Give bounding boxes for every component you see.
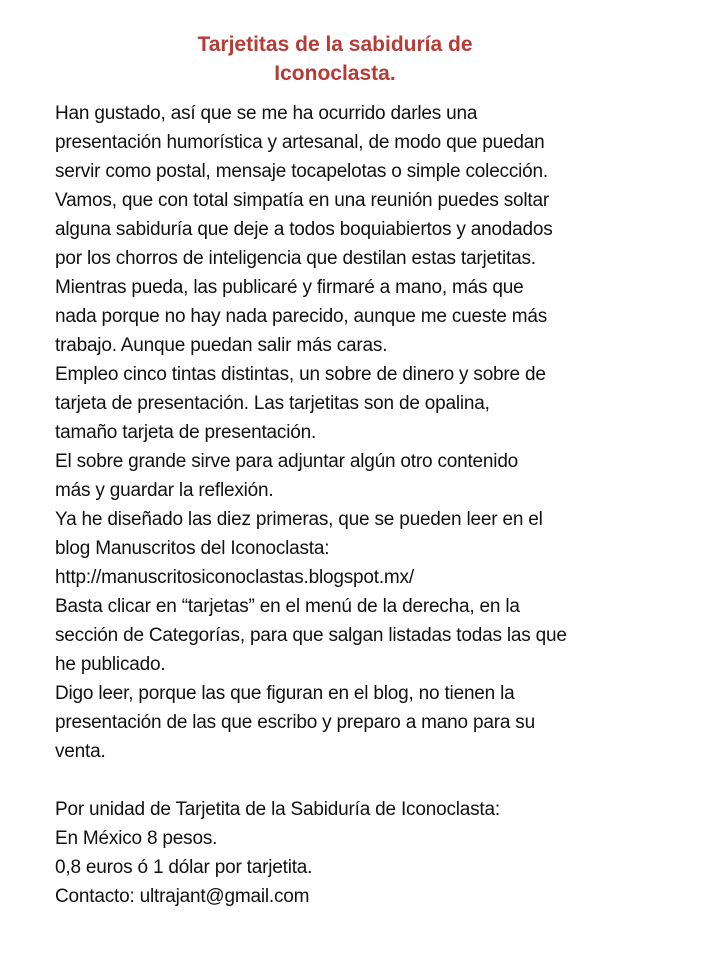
document-body xyxy=(55,99,705,911)
body-line: por los chorros de inteligencia que destilan estas tarjetitas. xyxy=(55,248,536,269)
contact-email: Contacto: ultrajant@gmail.com xyxy=(55,886,310,907)
body-line: Han gustado, así que se me ha ocurrido darles una xyxy=(55,103,478,124)
body-line: sección de Categorías, para que salgan listadas todas las que xyxy=(55,625,567,646)
body-line: Mientras pueda, las publicaré y firmaré a mano, más que xyxy=(55,277,524,298)
price-euro-dollar: 0,8 euros ó 1 dólar por tarjetita. xyxy=(55,857,313,878)
body-line: más y guardar la reflexión. xyxy=(55,480,274,501)
body-line: servir como postal, mensaje tocapelotas o simple colección. xyxy=(55,161,548,182)
title-line-1: Tarjetitas de la sabiduría de xyxy=(197,33,473,56)
blog-url: http://manuscritosiconoclastas.blogspot.mx/ xyxy=(55,567,414,588)
body-line: presentación humorística y artesanal, de modo que puedan xyxy=(55,132,545,153)
body-line: tamaño tarjeta de presentación. xyxy=(55,422,317,443)
body-line: tarjeta de presentación. Las tarjetitas son de opalina, xyxy=(55,393,490,414)
body-line: Empleo cinco tintas distintas, un sobre de dinero y sobre de xyxy=(55,364,546,385)
body-line: venta. xyxy=(55,741,106,762)
price-mexico: En México 8 pesos. xyxy=(55,828,218,849)
body-line: Vamos, que con total simpatía en una reunión puedes soltar xyxy=(55,190,549,211)
body-line: blog Manuscritos del Iconoclasta: xyxy=(55,538,330,559)
body-line: he publicado. xyxy=(55,654,166,675)
body-line: El sobre grande sirve para adjuntar algún otro contenido xyxy=(55,451,519,472)
document-title xyxy=(100,30,570,88)
body-line: nada porque no hay nada parecido, aunque me cueste más xyxy=(55,306,548,327)
pricing-section xyxy=(55,795,705,911)
body-line: Basta clicar en “tarjetas” en el menú de la derecha, en la xyxy=(55,596,520,617)
body-line: Ya he diseñado las diez primeras, que se pueden leer en el xyxy=(55,509,543,530)
body-line: alguna sabiduría que deje a todos boquiabiertos y anodados xyxy=(55,219,553,240)
title-line-2: Iconoclasta. xyxy=(274,62,396,85)
paragraph-spacer xyxy=(55,766,705,795)
pricing-intro: Por unidad de Tarjetita de la Sabiduría de Iconoclasta: xyxy=(55,799,500,820)
body-line: presentación de las que escribo y preparo a mano para su xyxy=(55,712,535,733)
body-line: Digo leer, porque las que figuran en el blog, no tienen la xyxy=(55,683,515,704)
body-line: trabajo. Aunque puedan salir más caras. xyxy=(55,335,388,356)
